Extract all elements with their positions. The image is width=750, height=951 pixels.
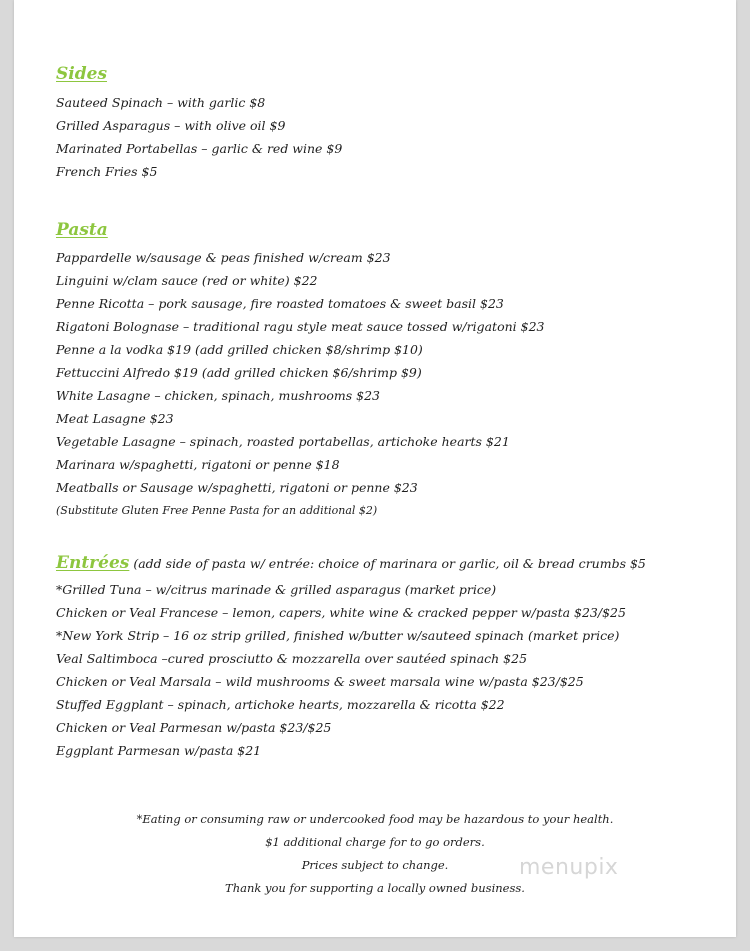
menu-item: White Lasagne – chicken, spinach, mushrooms $23 <box>56 388 380 403</box>
entrees-note: (add side of pasta w/ entrée: choice of marinara or garlic, oil & bread crumbs $5 <box>133 556 646 571</box>
pasta-note: (Substitute Gluten Free Penne Pasta for an additional $2) <box>56 504 378 517</box>
menu-item: Veal Saltimboca –cured prosciutto & mozzarella over sautéed spinach $25 <box>56 651 528 666</box>
health-disclaimer: *Eating or consuming raw or undercooked food may be hazardous to your health. <box>136 812 614 826</box>
menu-item: Vegetable Lasagne – spinach, roasted portabellas, artichoke hearts $21 <box>56 434 510 449</box>
menu-item: Grilled Asparagus – with olive oil $9 <box>56 118 286 133</box>
menu-item: Eggplant Parmesan w/pasta $21 <box>56 743 262 758</box>
menu-item: Marinara w/spaghetti, rigatoni or penne $18 <box>56 457 340 472</box>
sides-list <box>56 91 342 183</box>
entrees-header <box>56 553 646 572</box>
menu-item: French Fries $5 <box>56 164 158 179</box>
sides-heading: Sides <box>56 64 108 84</box>
menu-item: Rigatoni Bolognase – traditional ragu style meat sauce tossed w/rigatoni $23 <box>56 319 545 334</box>
menu-item: Chicken or Veal Parmesan w/pasta $23/$25 <box>56 720 332 735</box>
menu-item: Meat Lasagne $23 <box>56 411 174 426</box>
menu-item: *New York Strip – 16 oz strip grilled, finished w/butter w/sauteed spinach (market price) <box>56 628 620 643</box>
menu-item: Fettuccini Alfredo $19 (add grilled chicken $6/shrimp $9) <box>56 365 422 380</box>
menu-item: Penne a la vodka $19 (add grilled chicken $8/shrimp $10) <box>56 342 423 357</box>
entrees-list <box>56 578 626 762</box>
pasta-heading: Pasta <box>56 220 108 240</box>
thank-you-message: Thank you for supporting a locally owned business. <box>225 881 525 895</box>
price-notice: Prices subject to change. <box>301 858 449 872</box>
menu-page <box>14 0 736 937</box>
menu-item: Chicken or Veal Francese – lemon, capers, white wine & cracked pepper w/pasta $23/$25 <box>56 605 626 620</box>
menu-item: Sauteed Spinach – with garlic $8 <box>56 95 266 110</box>
footer-notes <box>14 808 736 900</box>
menu-item: Stuffed Eggplant – spinach, artichoke hearts, mozzarella & ricotta $22 <box>56 697 505 712</box>
menu-item: Penne Ricotta – pork sausage, fire roasted tomatoes & sweet basil $23 <box>56 296 504 311</box>
menu-item: Marinated Portabellas – garlic & red wine $9 <box>56 141 343 156</box>
watermark-logo: menupix <box>519 855 619 880</box>
menu-item: Chicken or Veal Marsala – wild mushrooms & sweet marsala wine w/pasta $23/$25 <box>56 674 584 689</box>
menu-item: Meatballs or Sausage w/spaghetti, rigatoni or penne $23 <box>56 480 418 495</box>
entrees-heading: Entrées <box>56 553 130 573</box>
menu-item: Pappardelle w/sausage & peas finished w/cream $23 <box>56 250 391 265</box>
menu-item: Linguini w/clam sauce (red or white) $22 <box>56 273 318 288</box>
to-go-charge: $1 additional charge for to go orders. <box>265 835 485 849</box>
pasta-list <box>56 246 544 522</box>
menu-item: *Grilled Tuna – w/citrus marinade & grilled asparagus (market price) <box>56 582 497 597</box>
